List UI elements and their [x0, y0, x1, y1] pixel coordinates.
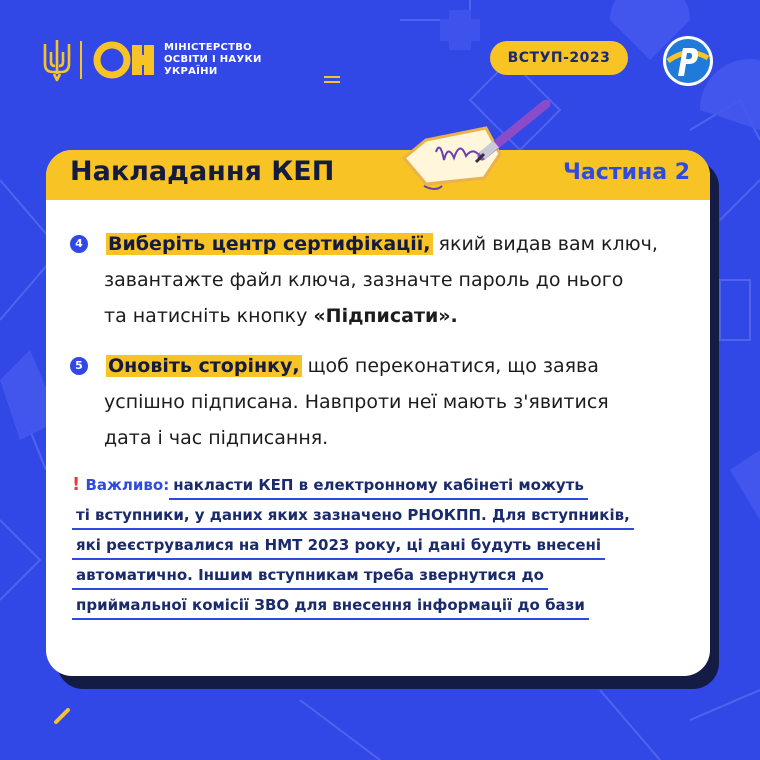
exclamation-icon: ! [72, 474, 81, 495]
step-5-number: 5 [70, 357, 88, 375]
step-4-highlight: Виберіть центр сертифікації, [108, 233, 431, 255]
step-4-line-3-text: та натисніть кнопку [104, 305, 314, 327]
step-4-line-3 [104, 298, 690, 334]
ministry-name [164, 42, 262, 78]
info-card [46, 150, 710, 676]
ministry-line-2: ОСВІТИ І НАУКИ [164, 54, 262, 65]
note-row-1 [72, 470, 702, 500]
note-line-1: накласти КЕП в електронному кабінеті можуть [169, 472, 588, 500]
part-label: Частина 2 [563, 160, 690, 185]
step-5-line-3: дата і час підписання. [104, 427, 329, 449]
note-line-3: які реєструвалися на НМТ 2023 року, ці дані будуть внесені [72, 532, 605, 560]
mon-logo-icon [92, 39, 156, 81]
signature-pen-icon [396, 100, 556, 200]
header-divider [80, 41, 82, 79]
card-title: Накладання КЕП [70, 156, 335, 187]
trident-icon [42, 38, 72, 82]
step-4-line-2: завантажте файл ключа, зазначте пароль до нього [104, 269, 624, 291]
note-row-3 [72, 530, 702, 560]
step-5 [70, 348, 690, 456]
step-4 [70, 226, 690, 334]
step-5-line-1 [106, 348, 690, 384]
note-label: Важливо: [85, 476, 170, 494]
header [42, 36, 262, 84]
step-5-highlight: Оновіть сторінку, [108, 355, 300, 377]
note-row-4 [72, 560, 702, 590]
sign-button-name: «Підписати». [313, 305, 458, 327]
step-4-number: 4 [70, 235, 88, 253]
campaign-badge: ВСТУП-2023 [490, 41, 628, 75]
ministry-line-3: УКРАЇНИ [164, 66, 218, 77]
important-note [72, 470, 702, 620]
ministry-line-1: МІНІСТЕРСТВО [164, 42, 252, 53]
step-5-line-1-rest: щоб переконатися, що заява [301, 355, 599, 377]
note-line-2: ті вступники, у даних яких зазначено РНОКПП. Для вступників, [72, 502, 634, 530]
equals-decoration [324, 76, 340, 85]
step-4-line-1-rest: який видав вам ключ, [432, 233, 658, 255]
ukrainian-center-logo-icon [661, 34, 715, 88]
step-4-line-1 [106, 226, 690, 262]
note-row-2 [72, 500, 702, 530]
note-line-5: приймальної комісії ЗВО для внесення інформації до бази [72, 592, 589, 620]
step-5-line-2: успішно підписана. Навпроти неї мають з'явитися [104, 391, 609, 413]
note-row-5 [72, 590, 702, 620]
note-line-4: автоматично. Іншим вступникам треба звернутися до [72, 562, 548, 590]
card-title-bar [46, 150, 710, 200]
